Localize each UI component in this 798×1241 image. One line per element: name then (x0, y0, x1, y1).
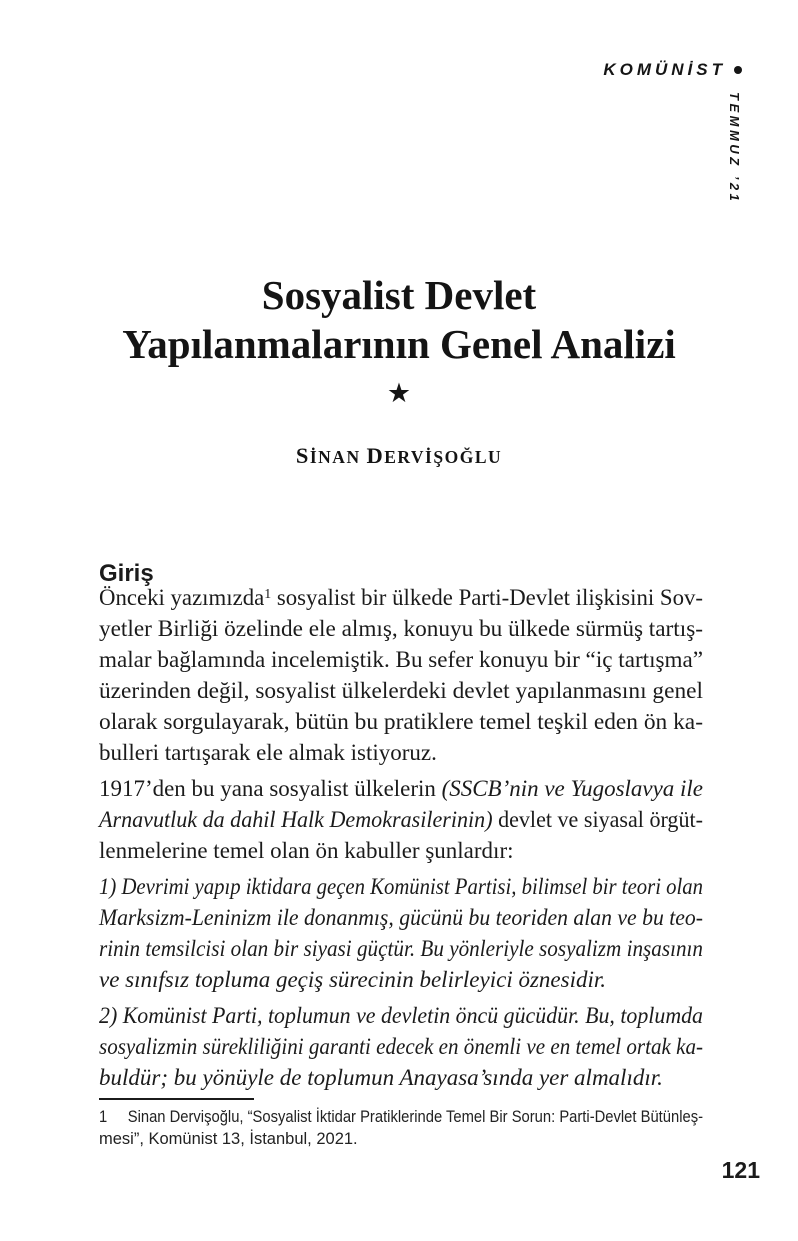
text-line: 2) Komünist Parti, toplumun ve devletin öncü gücüdür. Bu, toplumda (99, 1003, 703, 1028)
text-line: üzerinden değil, sosyalist ülkelerdeki devlet yapılanmasını genel (99, 678, 703, 703)
text-line: Marksizm-Leninizm ile donanmış, gücünü bu teoriden alan ve bu teo- (98, 905, 703, 930)
star-icon: ★ (386, 378, 412, 408)
magazine-name: KOMÜNİST (603, 60, 726, 79)
text-line: bulleri tartışarak ele almak istiyoruz. (99, 740, 437, 765)
text-line: lenmelerine temel olan ön kabuller şunlardır: (99, 838, 514, 863)
text-line: malar bağlamında incelemiştik. Bu sefer konuyu bir “iç tartışma” (99, 647, 703, 672)
text-line: 1 Sinan Dervişoğlu, “Sosyalist İktidar Pratiklerinde Temel Bir Sorun: Parti-Devlet Bütünleş- (99, 1108, 774, 1126)
text-line: Arnavutluk da dahil Halk Demokrasilerinin) devlet ve siyasal örgüt- (97, 807, 703, 832)
text-line: 1) Devrimi yapıp iktidara geçen Komünist Partisi, bilimsel bir teori olan (99, 874, 703, 899)
text-line: sosyalizmin sürekliliğini garanti edecek en önemli ve en temel ortak ka- (99, 1034, 703, 1059)
text-line: ve sınıfsız topluma geçiş sürecinin belirleyici öznesidir. (99, 967, 606, 992)
article-title-line2: Yapılanmalarının Genel Analizi (122, 321, 676, 367)
author-name: SİNAN DERVİŞOĞLU (295, 443, 503, 468)
article-title-line1: Sosyalist Devlet (261, 272, 537, 318)
issue-date-vertical: TEMMUZ ’21 (727, 92, 742, 205)
text-line: olarak sorgulayarak, bütün bu pratiklere temel teşkil eden ön ka- (99, 709, 703, 734)
section-heading: Giriş (99, 560, 154, 587)
text-line: rinin temsilcisi olan bir siyasi güçtür. Bu yönleriyle sosyalizm inşasının (99, 936, 703, 961)
article-title (0, 271, 798, 369)
text-line: yetler Birliği özelinde ele almış, konuyu bu ülkede sürmüş tartış- (99, 616, 703, 641)
masthead (603, 60, 742, 80)
text-line: buldür; bu yönüyle de toplumun Anayasa’sında yer almalıdır. (99, 1065, 663, 1090)
page-number: 121 (721, 1157, 760, 1183)
text-line: Önceki yazımızda$^1$ sosyalist bir ülkede Parti-Devlet ilişkisini Sov- (99, 585, 704, 610)
bullet-icon (734, 66, 742, 74)
text-line: 1917’den bu yana sosyalist ülkelerin (SSCB’nin ve Yugoslavya ile (99, 776, 703, 801)
text-line: mesi”, Komünist 13, İstanbul, 2021. (99, 1130, 358, 1148)
footnote-divider (99, 1098, 254, 1100)
